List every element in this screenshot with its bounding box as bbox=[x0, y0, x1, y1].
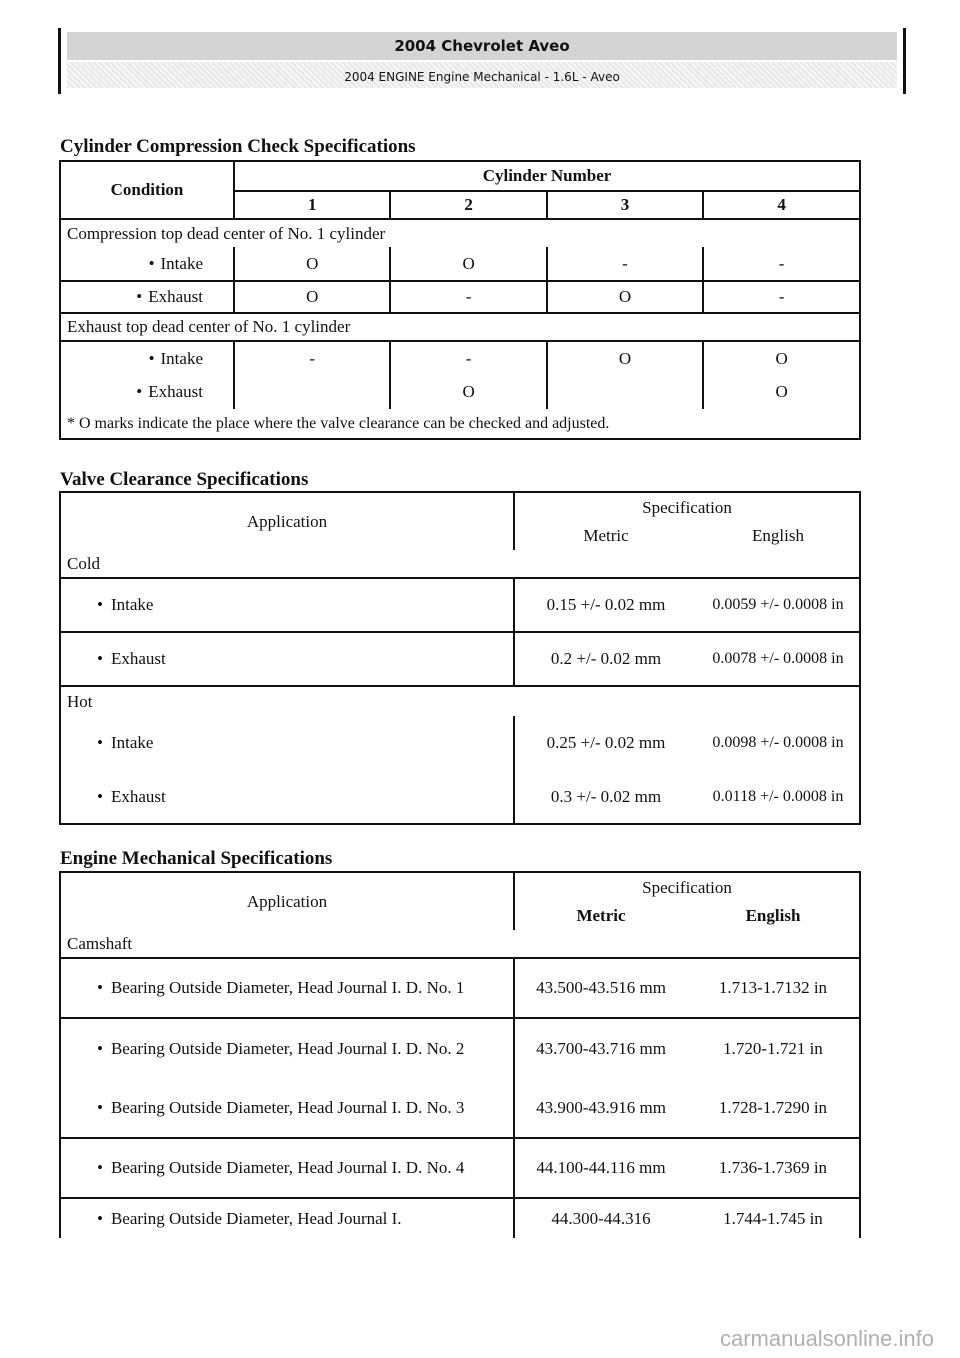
table-cell: 44.300-44.316 bbox=[514, 1198, 687, 1238]
table-row-label: • Bearing Outside Diameter, Head Journal I. D. No. 4 bbox=[60, 1138, 514, 1198]
watermark-text: carmanualsonline.info bbox=[719, 1326, 934, 1351]
table-cell: - bbox=[703, 281, 860, 313]
document-title: 2004 Chevrolet Aveo bbox=[67, 32, 897, 60]
compression-note: * O marks indicate the place where the valve clearance can be checked and adjusted. bbox=[60, 409, 860, 439]
table-cell: 0.2 +/- 0.02 mm bbox=[514, 632, 697, 686]
table-cell: 0.15 +/- 0.02 mm bbox=[514, 578, 697, 632]
watermark-footer bbox=[0, 1320, 960, 1358]
table-cell: 0.25 +/- 0.02 mm bbox=[514, 716, 697, 770]
table-cell: O bbox=[234, 247, 390, 281]
cold-exhaust-label: • Exhaust bbox=[60, 632, 514, 686]
table-cell: O bbox=[547, 281, 703, 313]
table-cell: O bbox=[547, 341, 703, 375]
document-subtitle: 2004 ENGINE Engine Mechanical - 1.6L - Aveo bbox=[67, 62, 897, 88]
table-row-label: • Bearing Outside Diameter, Head Journal I. D. No. 3 bbox=[60, 1078, 514, 1138]
table-cell bbox=[547, 375, 703, 409]
application-header: Application bbox=[60, 492, 514, 550]
table-cell: - bbox=[547, 247, 703, 281]
hot-exhaust-label: • Exhaust bbox=[60, 770, 514, 824]
table-cell: 1.736-1.7369 in bbox=[687, 1138, 860, 1198]
compression-table bbox=[59, 160, 861, 440]
cold-row: Cold bbox=[60, 550, 860, 578]
table-cell: 44.100-44.116 mm bbox=[514, 1138, 687, 1198]
table-cell: 0.0059 +/- 0.0008 in bbox=[697, 578, 860, 632]
compression-section-title: Cylinder Compression Check Specifications bbox=[60, 136, 416, 157]
table-cell: - bbox=[390, 341, 546, 375]
exhaust-label: • Exhaust bbox=[60, 281, 234, 313]
table-row-label: • Bearing Outside Diameter, Head Journal I. D. No. 2 bbox=[60, 1018, 514, 1078]
tdc-exhaust-row: Exhaust top dead center of No. 1 cylinder bbox=[60, 313, 860, 341]
cylinder-2-header: 2 bbox=[390, 191, 546, 219]
table-cell: O bbox=[390, 375, 546, 409]
metric-header: Metric bbox=[514, 522, 697, 550]
cylinder-4-header: 4 bbox=[703, 191, 860, 219]
camshaft-row: Camshaft bbox=[60, 930, 860, 958]
table-cell: 0.0118 +/- 0.0008 in bbox=[697, 770, 860, 824]
cylinder-3-header: 3 bbox=[547, 191, 703, 219]
tdc-compression-row: Compression top dead center of No. 1 cylinder bbox=[60, 219, 860, 247]
condition-header: Condition bbox=[60, 161, 234, 219]
engine-section-title: Engine Mechanical Specifications bbox=[60, 848, 333, 869]
valve-section-title: Valve Clearance Specifications bbox=[60, 469, 309, 490]
table-cell: - bbox=[703, 247, 860, 281]
table-row-label: • Bearing Outside Diameter, Head Journal I. D. No. 1 bbox=[60, 958, 514, 1018]
table-cell: 0.0098 +/- 0.0008 in bbox=[697, 716, 860, 770]
document-header bbox=[58, 28, 906, 94]
table-cell: O bbox=[703, 341, 860, 375]
table-cell: 43.900-43.916 mm bbox=[514, 1078, 687, 1138]
metric-header: Metric bbox=[514, 902, 687, 930]
exhaust-label: • Exhaust bbox=[60, 375, 234, 409]
table-cell: 0.0078 +/- 0.0008 in bbox=[697, 632, 860, 686]
application-header: Application bbox=[60, 872, 514, 930]
specification-header: Specification bbox=[514, 492, 860, 522]
table-cell: 43.500-43.516 mm bbox=[514, 958, 687, 1018]
cylinder-number-header: Cylinder Number bbox=[234, 161, 860, 191]
english-header: English bbox=[687, 902, 860, 930]
table-cell: 0.3 +/- 0.02 mm bbox=[514, 770, 697, 824]
table-cell: 43.700-43.716 mm bbox=[514, 1018, 687, 1078]
table-cell: - bbox=[390, 281, 546, 313]
hot-intake-label: • Intake bbox=[60, 716, 514, 770]
table-cell: 1.720-1.721 in bbox=[687, 1018, 860, 1078]
valve-table bbox=[59, 491, 861, 825]
table-cell: 1.744-1.745 in bbox=[687, 1198, 860, 1238]
english-header: English bbox=[697, 522, 860, 550]
table-cell: O bbox=[390, 247, 546, 281]
table-cell bbox=[234, 375, 390, 409]
intake-label: • Intake bbox=[60, 247, 234, 281]
table-cell: - bbox=[234, 341, 390, 375]
page-cutoff bbox=[0, 1240, 960, 1320]
table-cell: O bbox=[234, 281, 390, 313]
cylinder-1-header: 1 bbox=[234, 191, 390, 219]
table-cell: O bbox=[703, 375, 860, 409]
engine-table bbox=[59, 871, 861, 1238]
hot-row: Hot bbox=[60, 686, 860, 716]
table-cell: 1.728-1.7290 in bbox=[687, 1078, 860, 1138]
cold-intake-label: • Intake bbox=[60, 578, 514, 632]
specification-header: Specification bbox=[514, 872, 860, 902]
table-cell: 1.713-1.7132 in bbox=[687, 958, 860, 1018]
intake-label: • Intake bbox=[60, 341, 234, 375]
table-row-label: • Bearing Outside Diameter, Head Journal I. bbox=[60, 1198, 514, 1238]
